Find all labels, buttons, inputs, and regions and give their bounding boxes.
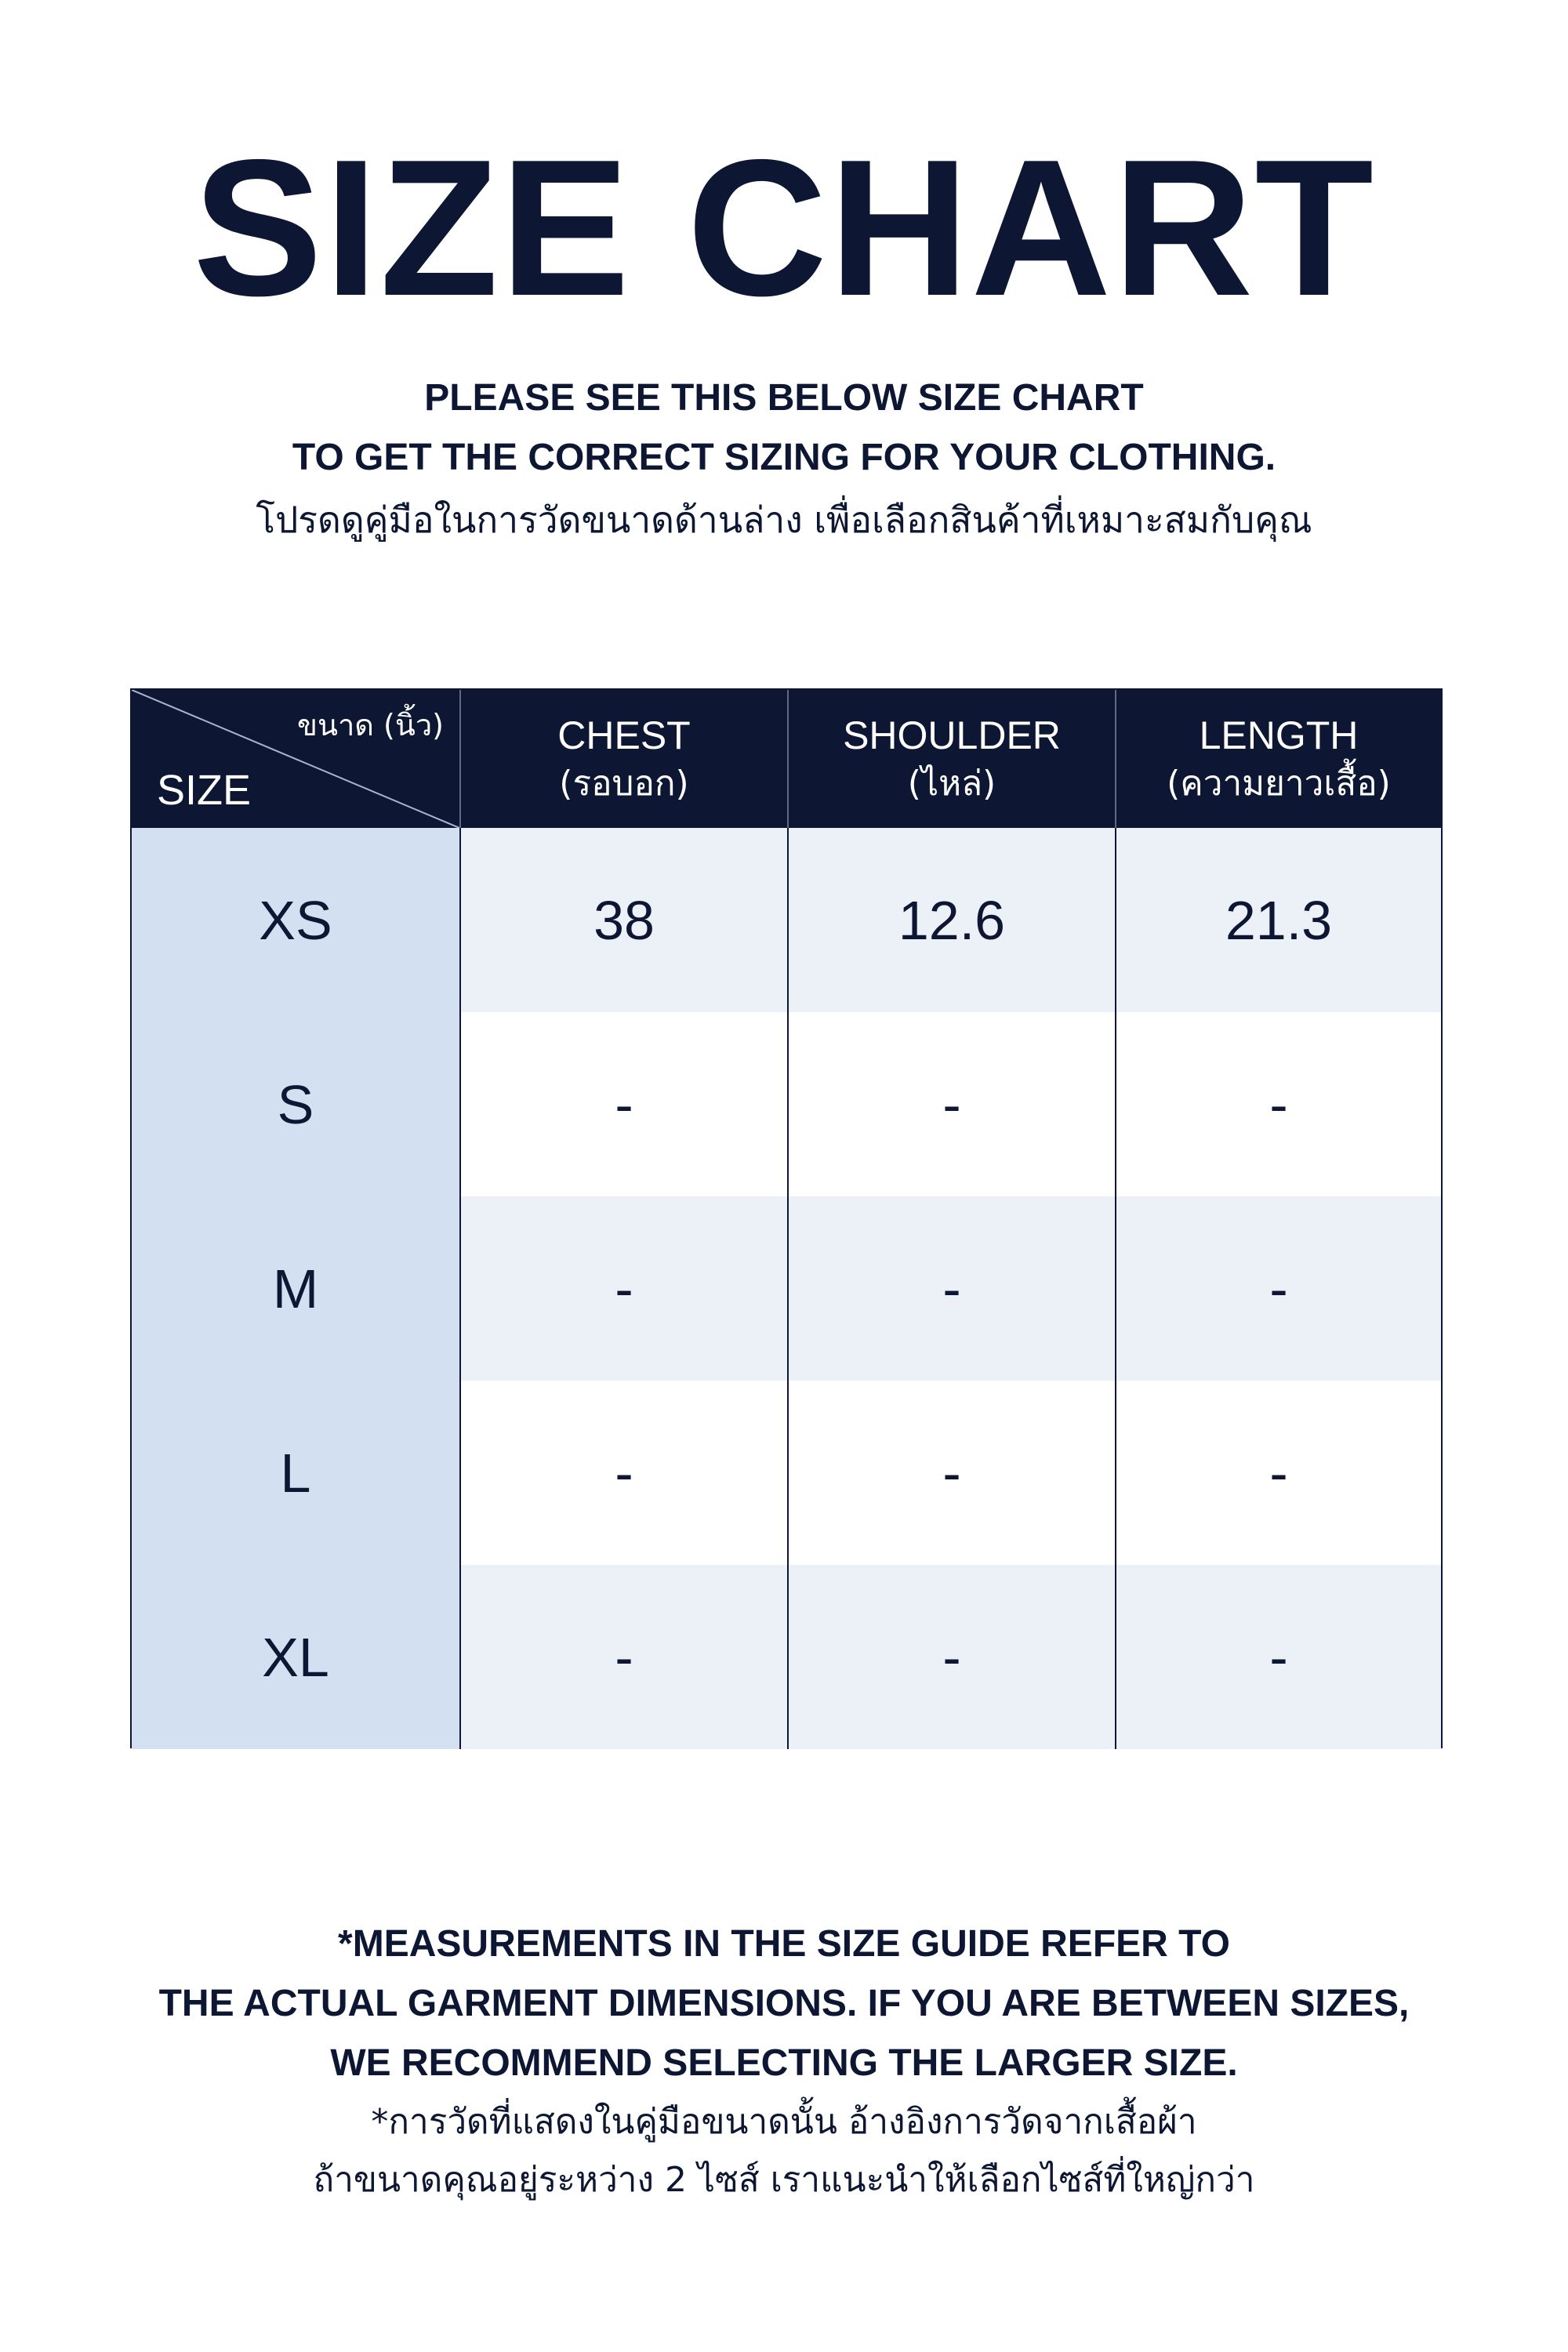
header-length-th: (ความยาวเสื้อ) xyxy=(1167,764,1391,804)
notes-line-3: WE RECOMMEND SELECTING THE LARGER SIZE. xyxy=(330,2042,1238,2084)
length-cell: - xyxy=(1115,1196,1441,1381)
header-chest xyxy=(459,690,787,828)
size-cell: L xyxy=(132,1381,459,1565)
size-label: SIZE xyxy=(157,767,252,814)
notes-line-thai-1: *การวัดที่แสดงในคู่มือขนาดนั้น อ้างอิงการวัดจากเสื้อผ้า xyxy=(371,2102,1197,2142)
header-length-en: LENGTH xyxy=(1199,713,1359,757)
unit-label: ขนาด (นิ้ว) xyxy=(296,708,444,742)
length-cell: - xyxy=(1115,1381,1441,1565)
notes-line-2: THE ACTUAL GARMENT DIMENSIONS. IF YOU ARE BETWEEN SIZES, xyxy=(158,1983,1410,2024)
intro-line-2: TO GET THE CORRECT SIZING FOR YOUR CLOTHING. xyxy=(292,437,1276,478)
header-chest-th: (รอบอก) xyxy=(559,764,689,804)
header-shoulder xyxy=(787,690,1115,828)
shoulder-cell: - xyxy=(787,1012,1115,1196)
header-shoulder-en: SHOULDER xyxy=(843,713,1061,757)
header-chest-en: CHEST xyxy=(557,713,691,757)
size-cell: XS xyxy=(132,828,459,1012)
size-cell: XL xyxy=(132,1565,459,1749)
size-cell: M xyxy=(132,1196,459,1381)
intro-line-1: PLEASE SEE THIS BELOW SIZE CHART xyxy=(424,377,1144,419)
size-table xyxy=(130,688,1443,1748)
header-shoulder-th: (ไหล่) xyxy=(907,764,996,804)
intro-text xyxy=(0,368,1568,552)
intro-line-thai: โปรดดูคู่มือในการวัดขนาดด้านล่าง เพื่อเลือกสินค้าที่เหมาะสมกับคุณ xyxy=(256,499,1312,541)
table-row xyxy=(132,1381,1441,1565)
corner-header-cell xyxy=(132,690,459,828)
chest-cell: - xyxy=(459,1012,787,1196)
length-cell: - xyxy=(1115,1565,1441,1749)
table-row xyxy=(132,1196,1441,1381)
measurement-notes xyxy=(0,1915,1568,2209)
size-cell: S xyxy=(132,1012,459,1196)
shoulder-cell: - xyxy=(787,1565,1115,1749)
table-row xyxy=(132,1012,1441,1196)
table-row xyxy=(132,828,1441,1012)
header-length xyxy=(1115,690,1441,828)
length-cell: - xyxy=(1115,1012,1441,1196)
chest-cell: - xyxy=(459,1381,787,1565)
chest-cell: 38 xyxy=(459,828,787,1012)
chest-cell: - xyxy=(459,1565,787,1749)
table-row xyxy=(132,1565,1441,1749)
page-title: SIZE CHART xyxy=(193,118,1375,336)
length-cell: 21.3 xyxy=(1115,828,1441,1012)
notes-line-1: *MEASUREMENTS IN THE SIZE GUIDE REFER TO xyxy=(338,1923,1230,1965)
chest-cell: - xyxy=(459,1196,787,1381)
shoulder-cell: - xyxy=(787,1381,1115,1565)
shoulder-cell: 12.6 xyxy=(787,828,1115,1012)
shoulder-cell: - xyxy=(787,1196,1115,1381)
notes-line-thai-2: ถ้าขนาดคุณอยู่ระหว่าง 2 ไซส์ เราแนะนำให้เลือกไซส์ที่ใหญ่กว่า xyxy=(313,2160,1255,2200)
